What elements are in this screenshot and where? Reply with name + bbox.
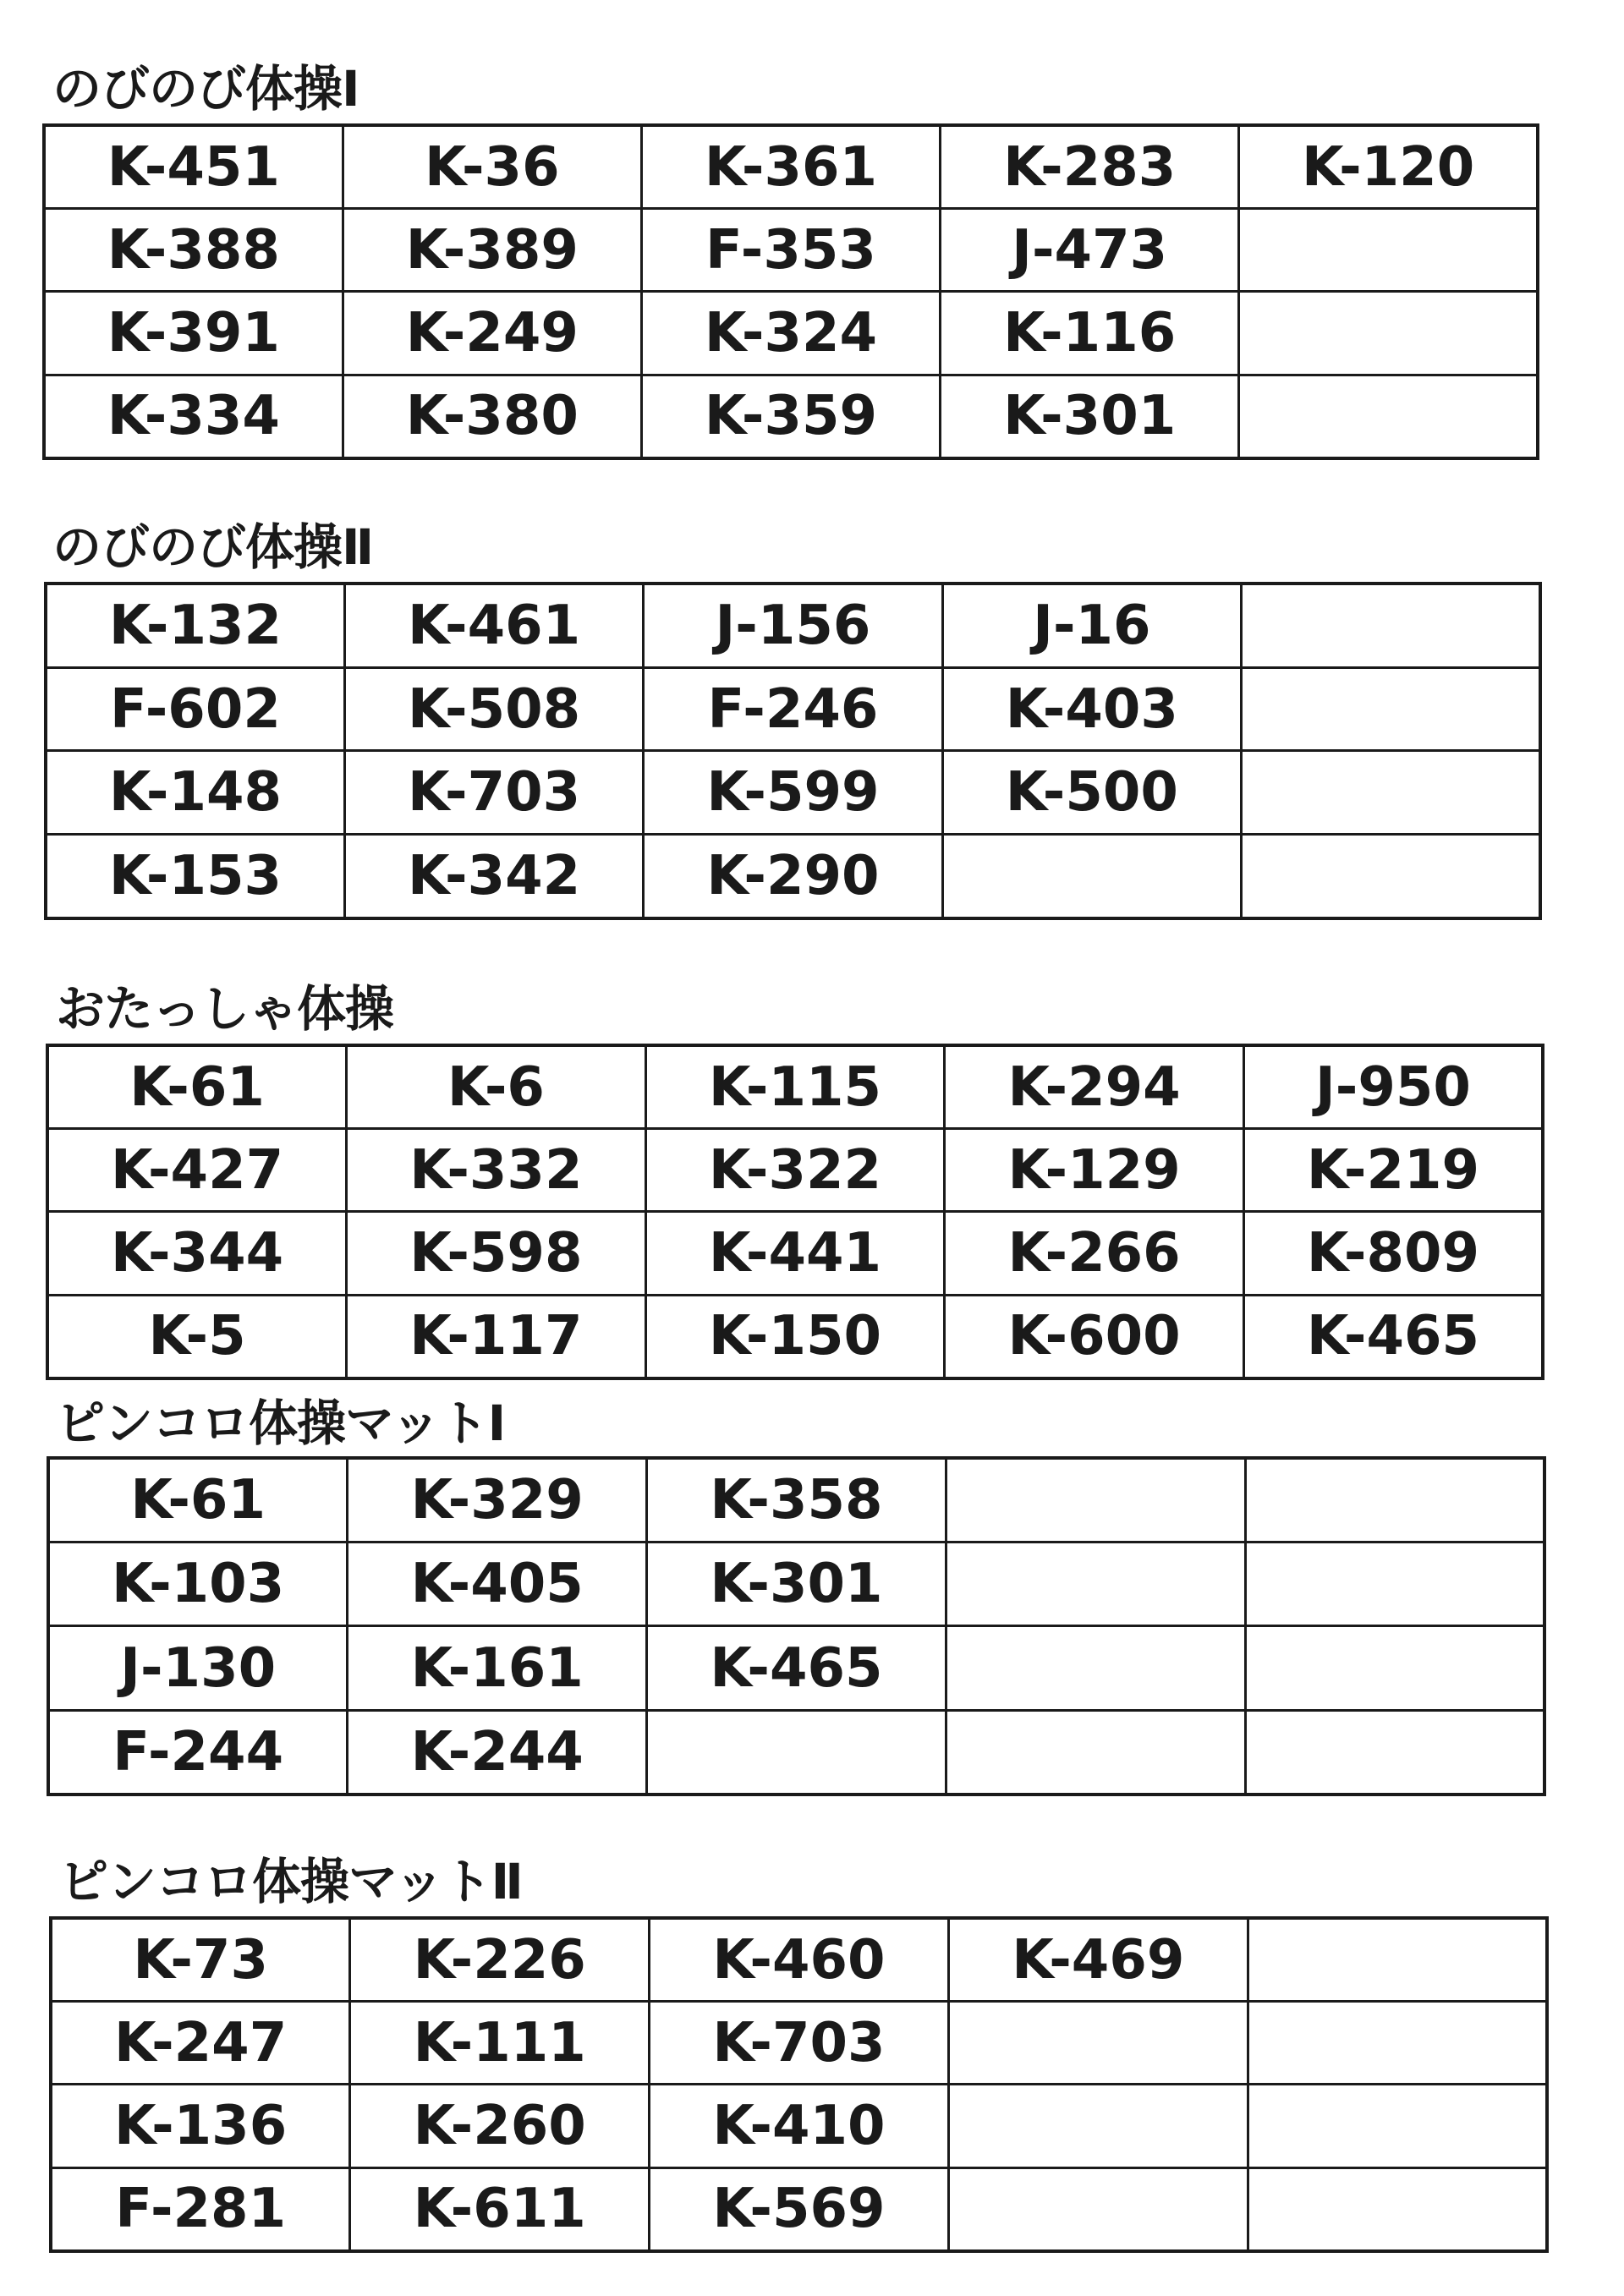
table-cell: K-703 bbox=[650, 2002, 949, 2085]
table-cell: K-403 bbox=[942, 667, 1241, 751]
table-row bbox=[48, 1626, 1544, 1710]
table-cell: K-344 bbox=[47, 1212, 347, 1295]
table-cell bbox=[946, 1626, 1245, 1710]
table-cell bbox=[1245, 1710, 1544, 1795]
table-cell: K-111 bbox=[350, 2002, 650, 2085]
table-cell: K-358 bbox=[647, 1458, 946, 1543]
table-cell: K-334 bbox=[44, 375, 343, 458]
table-cell: K-115 bbox=[645, 1045, 945, 1129]
table-cell bbox=[1239, 292, 1538, 375]
table-cell: K-120 bbox=[1239, 125, 1538, 209]
table-cell bbox=[1245, 1458, 1544, 1543]
section-title: ピンコロ体操マットⅠ bbox=[56, 1395, 506, 1452]
table-row bbox=[51, 2085, 1547, 2167]
table-cell: K-598 bbox=[347, 1212, 646, 1295]
table-cell bbox=[1242, 835, 1540, 918]
table-cell bbox=[647, 1710, 946, 1795]
table-cell: K-260 bbox=[350, 2085, 650, 2167]
table-cell: K-405 bbox=[348, 1543, 647, 1626]
table-row bbox=[47, 1295, 1543, 1378]
section-title: のびのび体操Ⅱ bbox=[52, 518, 374, 576]
table-cell bbox=[1239, 209, 1538, 292]
table-cell: J-156 bbox=[644, 584, 942, 667]
table-cell: K-129 bbox=[945, 1129, 1244, 1212]
table-cell: K-569 bbox=[650, 2167, 949, 2251]
table-cell: K-244 bbox=[348, 1710, 647, 1795]
table-cell: K-410 bbox=[650, 2085, 949, 2167]
table-cell: F-602 bbox=[46, 667, 344, 751]
table-cell: K-469 bbox=[948, 1918, 1248, 2002]
table-row bbox=[51, 1918, 1547, 2002]
table-cell: K-36 bbox=[343, 125, 641, 209]
table-cell: K-6 bbox=[347, 1045, 646, 1129]
table-cell: K-150 bbox=[645, 1295, 945, 1378]
table-row bbox=[46, 667, 1540, 751]
table-row bbox=[44, 209, 1538, 292]
table-cell: K-219 bbox=[1243, 1129, 1543, 1212]
table-row bbox=[44, 292, 1538, 375]
table-cell bbox=[948, 2002, 1248, 2085]
table-row bbox=[51, 2002, 1547, 2085]
section-title: おたっしゃ体操 bbox=[56, 980, 394, 1038]
table-cell bbox=[1242, 667, 1540, 751]
table-cell: K-132 bbox=[46, 584, 344, 667]
table-cell: K-391 bbox=[44, 292, 343, 375]
table-cell: K-427 bbox=[47, 1129, 347, 1212]
table-cell bbox=[1245, 1626, 1544, 1710]
table-cell: K-226 bbox=[350, 1918, 650, 2002]
table-cell: K-465 bbox=[1243, 1295, 1543, 1378]
table-cell: K-117 bbox=[347, 1295, 646, 1378]
table-cell: K-451 bbox=[44, 125, 343, 209]
code-table bbox=[42, 123, 1539, 460]
table-cell bbox=[1248, 2002, 1547, 2085]
table-cell: K-611 bbox=[350, 2167, 650, 2251]
table-cell: K-5 bbox=[47, 1295, 347, 1378]
table-cell: J-16 bbox=[942, 584, 1241, 667]
code-table bbox=[44, 582, 1542, 920]
table-cell bbox=[1242, 584, 1540, 667]
table-cell: K-324 bbox=[641, 292, 940, 375]
table-cell: K-103 bbox=[48, 1543, 348, 1626]
table-cell: K-301 bbox=[941, 375, 1239, 458]
table-cell: K-283 bbox=[941, 125, 1239, 209]
table-cell bbox=[1248, 1918, 1547, 2002]
table-cell: K-465 bbox=[647, 1626, 946, 1710]
table-cell bbox=[948, 2085, 1248, 2167]
table-cell: F-281 bbox=[51, 2167, 350, 2251]
table-cell: K-359 bbox=[641, 375, 940, 458]
table-cell: K-116 bbox=[941, 292, 1239, 375]
table-cell: K-332 bbox=[347, 1129, 646, 1212]
table-row bbox=[48, 1710, 1544, 1795]
table-cell: K-461 bbox=[344, 584, 643, 667]
table-row bbox=[46, 751, 1540, 835]
table-cell bbox=[946, 1543, 1245, 1626]
code-table bbox=[46, 1044, 1544, 1380]
table-row bbox=[48, 1458, 1544, 1543]
table-cell: K-294 bbox=[945, 1045, 1244, 1129]
table-row bbox=[46, 584, 1540, 667]
table-cell: F-244 bbox=[48, 1710, 348, 1795]
table-cell: K-247 bbox=[51, 2002, 350, 2085]
table-row bbox=[47, 1212, 1543, 1295]
table-cell bbox=[1242, 751, 1540, 835]
table-cell: K-508 bbox=[344, 667, 643, 751]
table-row bbox=[44, 375, 1538, 458]
table-row bbox=[47, 1045, 1543, 1129]
table-cell bbox=[946, 1458, 1245, 1543]
table-cell: K-500 bbox=[942, 751, 1241, 835]
table-cell: K-329 bbox=[348, 1458, 647, 1543]
table-cell: J-130 bbox=[48, 1626, 348, 1710]
table-cell: F-246 bbox=[644, 667, 942, 751]
table-cell: K-290 bbox=[644, 835, 942, 918]
table-cell: K-389 bbox=[343, 209, 641, 292]
table-cell: K-148 bbox=[46, 751, 344, 835]
section-title: のびのび体操Ⅰ bbox=[52, 60, 359, 118]
table-cell bbox=[946, 1710, 1245, 1795]
table-cell: K-61 bbox=[48, 1458, 348, 1543]
table-cell: J-950 bbox=[1243, 1045, 1543, 1129]
table-cell bbox=[1239, 375, 1538, 458]
table-cell: K-388 bbox=[44, 209, 343, 292]
table-cell: K-161 bbox=[348, 1626, 647, 1710]
table-row bbox=[46, 835, 1540, 918]
table-cell: K-153 bbox=[46, 835, 344, 918]
table-cell: J-473 bbox=[941, 209, 1239, 292]
table-cell: F-353 bbox=[641, 209, 940, 292]
section-title: ピンコロ体操マットⅡ bbox=[59, 1853, 523, 1910]
table-cell: K-599 bbox=[644, 751, 942, 835]
table-cell: K-600 bbox=[945, 1295, 1244, 1378]
table-cell: K-342 bbox=[344, 835, 643, 918]
table-cell bbox=[948, 2167, 1248, 2251]
table-cell: K-73 bbox=[51, 1918, 350, 2002]
table-row bbox=[48, 1543, 1544, 1626]
table-cell: K-361 bbox=[641, 125, 940, 209]
table-cell: K-136 bbox=[51, 2085, 350, 2167]
code-table bbox=[49, 1916, 1549, 2253]
table-row bbox=[51, 2167, 1547, 2251]
table-cell bbox=[942, 835, 1241, 918]
table-cell bbox=[1248, 2167, 1547, 2251]
table-cell: K-441 bbox=[645, 1212, 945, 1295]
table-cell bbox=[1248, 2085, 1547, 2167]
table-cell: K-380 bbox=[343, 375, 641, 458]
table-cell: K-322 bbox=[645, 1129, 945, 1212]
table-cell: K-266 bbox=[945, 1212, 1244, 1295]
table-cell: K-460 bbox=[650, 1918, 949, 2002]
table-cell: K-809 bbox=[1243, 1212, 1543, 1295]
table-cell: K-249 bbox=[343, 292, 641, 375]
code-table bbox=[47, 1456, 1546, 1796]
table-row bbox=[44, 125, 1538, 209]
table-row bbox=[47, 1129, 1543, 1212]
table-cell: K-301 bbox=[647, 1543, 946, 1626]
table-cell: K-703 bbox=[344, 751, 643, 835]
table-cell: K-61 bbox=[47, 1045, 347, 1129]
table-cell bbox=[1245, 1543, 1544, 1626]
